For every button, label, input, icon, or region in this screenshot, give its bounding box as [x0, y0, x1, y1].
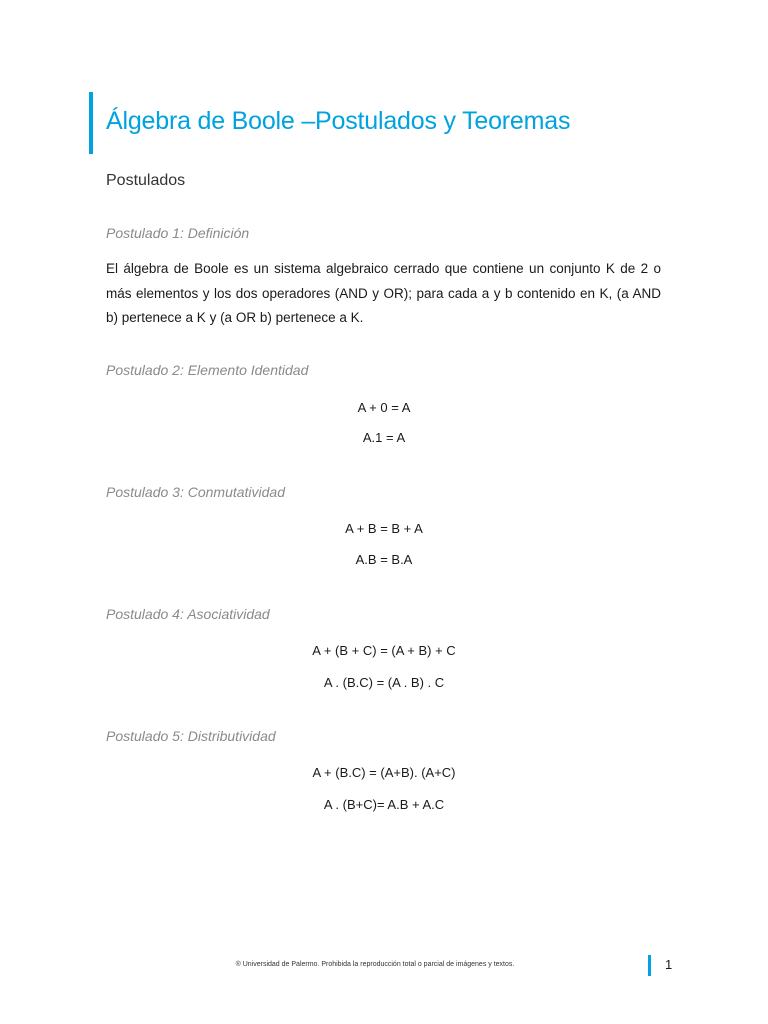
postulado-3-formula-1: A + B = B + A	[345, 521, 423, 536]
postulado-2-formula-1: A + 0 = A	[357, 400, 411, 415]
postulado-4-formula-1: A + (B + C) = (A + B) + C	[312, 643, 456, 658]
postulado-1-heading: Postulado 1: Definición	[106, 225, 250, 241]
postulado-2-heading: Postulado 2: Elemento Identidad	[106, 362, 309, 378]
page-number: 1	[665, 957, 673, 972]
postulado-3-heading: Postulado 3: Conmutatividad	[106, 484, 285, 500]
postulado-4-heading: Postulado 4: Asociatividad	[106, 606, 270, 622]
postulado-5-formula-1: A + (B.C) = (A+B). (A+C)	[312, 765, 456, 780]
postulado-1-paragraph: El álgebra de Boole es un sistema algebraico cerrado que contiene un conjunto K de 2 o más elementos y los dos operadores (AND y OR); para cada a y b contenido en K, (a AND b) pertenece a K y (a OR b) pertenece a K.	[106, 261, 661, 325]
postulado-3-formula-2: A.B = B.A	[355, 552, 413, 567]
postulado-5-formula-2: A . (B+C)= A.B + A.C	[323, 797, 445, 812]
postulado-2-formula-2: A.1 = A	[362, 430, 406, 445]
section-heading: Postulados	[106, 172, 186, 189]
postulado-4-formula-2: A . (B.C) = (A . B) . C	[323, 675, 445, 690]
page-title: Álgebra de Boole –Postulados y Teoremas	[106, 107, 571, 135]
footer-copyright: ® Universidad de Palermo. Prohibida la reproducción total o parcial de imágenes y textos.	[235, 961, 515, 968]
postulado-5-heading: Postulado 5: Distributividad	[106, 728, 276, 744]
page-number-accent-bar	[648, 955, 651, 976]
title-accent-bar	[89, 92, 93, 154]
